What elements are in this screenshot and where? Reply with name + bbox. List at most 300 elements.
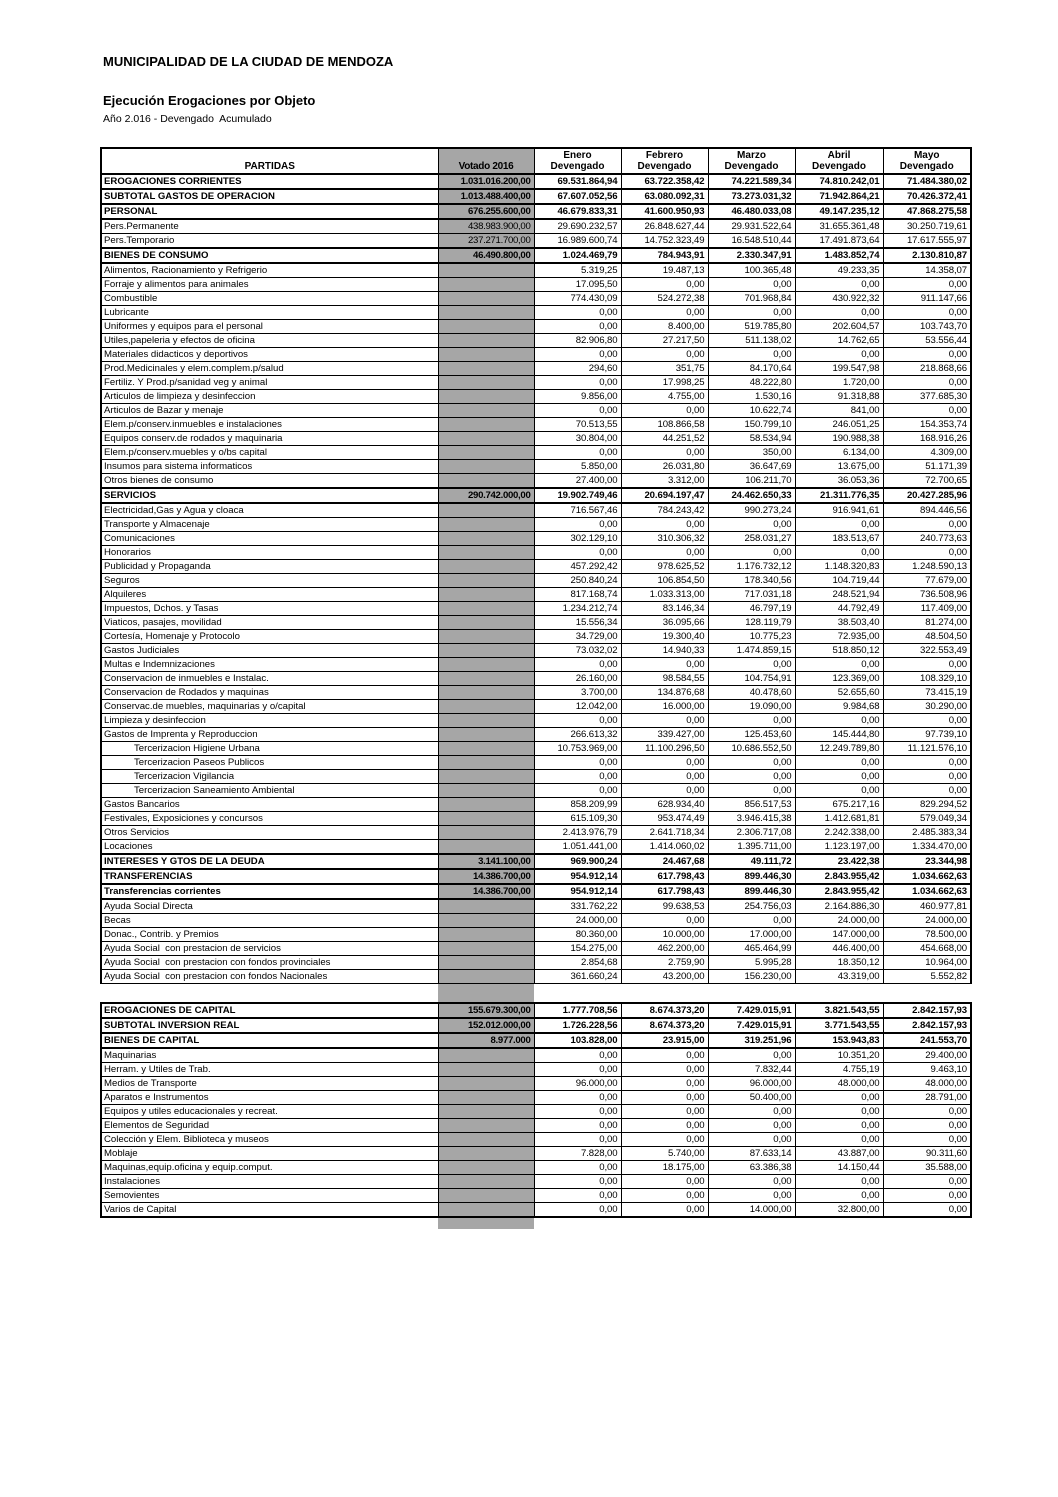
month-value: 2.130.810,87 <box>883 248 971 263</box>
month-value: 5.552,82 <box>883 970 971 984</box>
month-value: 0,00 <box>708 1188 795 1202</box>
month-value: 97.739,10 <box>883 728 971 742</box>
table-row <box>101 714 971 728</box>
month-value: 717.031,18 <box>708 588 795 602</box>
month-value: 10.775,23 <box>708 630 795 644</box>
spacer-cell <box>101 1217 438 1229</box>
month-value: 0,00 <box>795 784 883 798</box>
votado-value <box>438 1146 534 1160</box>
partida-label: Elem.p/conserv.inmuebles e instalaciones <box>101 418 438 432</box>
votado-value <box>438 404 534 418</box>
month-value: 84.170,64 <box>708 362 795 376</box>
month-value: 716.567,46 <box>534 503 621 518</box>
votado-value: 290.742.000,00 <box>438 488 534 503</box>
month-value: 1.777.708,56 <box>534 1003 621 1018</box>
month-value: 0,00 <box>534 1202 621 1217</box>
month-value: 108.866,58 <box>621 418 708 432</box>
table-row <box>101 784 971 798</box>
votado-value: 14.386.700,00 <box>438 884 534 899</box>
month-value: 0,00 <box>534 658 621 672</box>
column-header-mayo-devengado: Mayo Devengado <box>883 148 971 174</box>
table-row <box>101 234 971 249</box>
month-value: 899.446,30 <box>708 869 795 884</box>
partida-label: Viaticos, pasajes, movilidad <box>101 616 438 630</box>
month-value: 511.138,02 <box>708 334 795 348</box>
month-value: 7.429.015,91 <box>708 1018 795 1033</box>
month-value: 19.090,00 <box>708 700 795 714</box>
month-value: 78.500,00 <box>883 928 971 942</box>
month-value: 377.685,30 <box>883 390 971 404</box>
month-value: 16.548.510,44 <box>708 234 795 249</box>
partida-label: Prod.Medicinales y elem.complem.p/salud <box>101 362 438 376</box>
month-value: 1.234.212,74 <box>534 602 621 616</box>
month-value: 23.915,00 <box>621 1033 708 1048</box>
partida-label: Honorarios <box>101 546 438 560</box>
month-value: 202.604,57 <box>795 320 883 334</box>
table-row <box>101 1090 971 1104</box>
month-value: 1.530,16 <box>708 390 795 404</box>
month-value: 361.660,24 <box>534 970 621 984</box>
month-value: 98.584,55 <box>621 672 708 686</box>
month-value: 17.000,00 <box>708 928 795 942</box>
month-value: 0,00 <box>795 1104 883 1118</box>
month-value: 784.943,91 <box>621 248 708 263</box>
votado-stub-row <box>101 1217 971 1229</box>
votado-value <box>438 798 534 812</box>
month-value: 240.773,63 <box>883 532 971 546</box>
partida-label: Publicidad y Propaganda <box>101 560 438 574</box>
month-value: 29.400,00 <box>883 1048 971 1063</box>
votado-value <box>438 432 534 446</box>
votado-value <box>438 1132 534 1146</box>
month-value: 70.513,55 <box>534 418 621 432</box>
month-value: 1.176.732,12 <box>708 560 795 574</box>
table-header <box>101 148 971 174</box>
table-row <box>101 532 971 546</box>
month-value: 27.400,00 <box>534 474 621 489</box>
month-value: 0,00 <box>534 756 621 770</box>
month-value: 858.209,99 <box>534 798 621 812</box>
partida-label: Tercerizacion Vigilancia <box>101 770 438 784</box>
partida-label: Ayuda Social con prestacion de servicios <box>101 942 438 956</box>
table-row <box>101 826 971 840</box>
partida-label: Conservac.de muebles, maquinarias y o/capital <box>101 700 438 714</box>
table-row <box>101 812 971 826</box>
table-row <box>101 756 971 770</box>
month-value: 0,00 <box>621 770 708 784</box>
column-header-abril-devengado: Abril Devengado <box>795 148 883 174</box>
month-value: 954.912,14 <box>534 884 621 899</box>
table-row <box>101 219 971 234</box>
partida-label: BIENES DE CAPITAL <box>101 1033 438 1048</box>
month-value: 1.034.662,63 <box>883 884 971 899</box>
month-value: 23.344,98 <box>883 854 971 869</box>
spacer-cell <box>621 1217 708 1229</box>
month-value: 0,00 <box>534 518 621 532</box>
month-value: 894.446,56 <box>883 503 971 518</box>
month-value: 2.854,68 <box>534 956 621 970</box>
month-value: 6.134,00 <box>795 446 883 460</box>
partida-label: Electricidad,Gas y Agua y cloaca <box>101 503 438 518</box>
partida-label: Herram. y Utiles de Trab. <box>101 1062 438 1076</box>
partida-label: Elem.p/conserv.muebles y o/bs capital <box>101 446 438 460</box>
month-value: 10.622,74 <box>708 404 795 418</box>
partida-label: Varios de Capital <box>101 1202 438 1217</box>
table-row <box>101 460 971 474</box>
month-value: 829.294,52 <box>883 798 971 812</box>
month-value: 28.791,00 <box>883 1090 971 1104</box>
partida-label: Forraje y alimentos para animales <box>101 278 438 292</box>
month-value: 0,00 <box>708 278 795 292</box>
votado-value <box>438 700 534 714</box>
month-value: 35.588,00 <box>883 1160 971 1174</box>
month-value: 104.754,91 <box>708 672 795 686</box>
month-value: 0,00 <box>621 1048 708 1063</box>
votado-value <box>438 518 534 532</box>
votado-value <box>438 348 534 362</box>
month-value: 0,00 <box>534 404 621 418</box>
month-value: 0,00 <box>534 306 621 320</box>
partida-label: BIENES DE CONSUMO <box>101 248 438 263</box>
month-value: 0,00 <box>621 1104 708 1118</box>
table-row <box>101 320 971 334</box>
month-value: 32.800,00 <box>795 1202 883 1217</box>
table-row <box>101 1033 971 1048</box>
month-value: 26.031,80 <box>621 460 708 474</box>
table-row <box>101 418 971 432</box>
votado-value <box>438 928 534 942</box>
votado-value <box>438 390 534 404</box>
votado-value <box>438 306 534 320</box>
month-value: 1.483.852,74 <box>795 248 883 263</box>
table-row <box>101 840 971 855</box>
month-value: 87.633,14 <box>708 1146 795 1160</box>
month-value: 52.655,60 <box>795 686 883 700</box>
partida-label: EROGACIONES CORRIENTES <box>101 174 438 189</box>
partida-label: Conservacion de inmuebles e Instalac. <box>101 672 438 686</box>
month-value: 53.556,44 <box>883 334 971 348</box>
month-value: 63.386,38 <box>708 1160 795 1174</box>
month-value: 0,00 <box>534 1104 621 1118</box>
month-value: 1.033.313,00 <box>621 588 708 602</box>
table-row <box>101 942 971 956</box>
month-value: 71.484.380,02 <box>883 174 971 189</box>
month-value: 266.613,32 <box>534 728 621 742</box>
month-value: 103.828,00 <box>534 1033 621 1048</box>
votado-value <box>438 899 534 914</box>
table-row <box>101 1160 971 1174</box>
month-value: 14.150,44 <box>795 1160 883 1174</box>
month-value: 153.943,83 <box>795 1033 883 1048</box>
month-value: 106.854,50 <box>621 574 708 588</box>
month-value: 19.300,40 <box>621 630 708 644</box>
month-value: 24.000,00 <box>795 914 883 928</box>
month-value: 48.000,00 <box>883 1076 971 1090</box>
month-value: 74.221.589,34 <box>708 174 795 189</box>
partida-label: Semovientes <box>101 1188 438 1202</box>
month-value: 63.722.358,42 <box>621 174 708 189</box>
month-value: 0,00 <box>795 306 883 320</box>
month-value: 70.426.372,41 <box>883 189 971 204</box>
month-value: 30.250.719,61 <box>883 219 971 234</box>
month-value: 103.743,70 <box>883 320 971 334</box>
partida-label: Maquinas,equip.oficina y equip.comput. <box>101 1160 438 1174</box>
partida-label: Ayuda Social con prestacion con fondos provinciales <box>101 956 438 970</box>
column-header-partidas: PARTIDAS <box>101 148 438 174</box>
votado-value <box>438 532 534 546</box>
month-value: 77.679,00 <box>883 574 971 588</box>
month-value: 351,75 <box>621 362 708 376</box>
month-value: 0,00 <box>795 278 883 292</box>
month-value: 150.799,10 <box>708 418 795 432</box>
votado-value <box>438 826 534 840</box>
votado-value <box>438 560 534 574</box>
partida-label: Otros Servicios <box>101 826 438 840</box>
votado-spacer-cell <box>438 1217 534 1229</box>
partida-label: Colección y Elem. Biblioteca y museos <box>101 1132 438 1146</box>
month-value: 0,00 <box>795 1118 883 1132</box>
month-value: 990.273,24 <box>708 503 795 518</box>
month-value: 248.521,94 <box>795 588 883 602</box>
month-value: 0,00 <box>883 658 971 672</box>
votado-value <box>438 812 534 826</box>
month-value: 5.850,00 <box>534 460 621 474</box>
partida-label: SUBTOTAL GASTOS DE OPERACION <box>101 189 438 204</box>
month-value: 2.485.383,34 <box>883 826 971 840</box>
month-value: 19.902.749,46 <box>534 488 621 503</box>
month-value: 83.146,34 <box>621 602 708 616</box>
partida-label: TRANSFERENCIAS <box>101 869 438 884</box>
votado-value <box>438 658 534 672</box>
votado-value <box>438 292 534 306</box>
votado-value <box>438 942 534 956</box>
month-value: 0,00 <box>534 1188 621 1202</box>
month-value: 36.095,66 <box>621 616 708 630</box>
month-value: 2.306.717,08 <box>708 826 795 840</box>
table-row <box>101 700 971 714</box>
month-value: 36.053,36 <box>795 474 883 489</box>
month-value: 100.365,48 <box>708 263 795 278</box>
month-value: 1.414.060,02 <box>621 840 708 855</box>
month-value: 0,00 <box>708 1048 795 1063</box>
month-value: 0,00 <box>621 1188 708 1202</box>
partida-label: Lubricante <box>101 306 438 320</box>
organization-name: MUNICIPALIDAD DE LA CIUDAD DE MENDOZA <box>103 54 394 69</box>
month-value: 4.755,19 <box>795 1062 883 1076</box>
month-value: 24.467,68 <box>621 854 708 869</box>
partida-label: Utiles,papeleria y efectos de oficina <box>101 334 438 348</box>
month-value: 40.478,60 <box>708 686 795 700</box>
month-value: 12.042,00 <box>534 700 621 714</box>
month-value: 246.051,25 <box>795 418 883 432</box>
month-value: 2.843.955,42 <box>795 869 883 884</box>
month-value: 23.422,38 <box>795 854 883 869</box>
month-value: 46.480.033,08 <box>708 204 795 219</box>
month-value: 0,00 <box>621 348 708 362</box>
month-value: 0,00 <box>708 658 795 672</box>
month-value: 0,00 <box>621 784 708 798</box>
month-value: 99.638,53 <box>621 899 708 914</box>
table-row <box>101 1132 971 1146</box>
month-value: 617.798,43 <box>621 884 708 899</box>
partida-label: Materiales didacticos y deportivos <box>101 348 438 362</box>
month-value: 3.700,00 <box>534 686 621 700</box>
month-value: 43.319,00 <box>795 970 883 984</box>
month-value: 0,00 <box>883 1174 971 1188</box>
partida-label: Elementos de Seguridad <box>101 1118 438 1132</box>
month-value: 0,00 <box>534 1174 621 1188</box>
month-value: 24.000,00 <box>534 914 621 928</box>
spacer-cell <box>795 1217 883 1229</box>
votado-spacer-cell <box>438 984 534 1003</box>
month-value: 0,00 <box>534 1090 621 1104</box>
partida-label: Articulos de limpieza y desinfeccion <box>101 390 438 404</box>
month-value: 310.306,32 <box>621 532 708 546</box>
month-value: 72.700,65 <box>883 474 971 489</box>
spacer-cell <box>534 1217 621 1229</box>
month-value: 302.129,10 <box>534 532 621 546</box>
month-value: 17.095,50 <box>534 278 621 292</box>
month-value: 82.906,80 <box>534 334 621 348</box>
votado-value <box>438 672 534 686</box>
month-value: 7.828,00 <box>534 1146 621 1160</box>
partida-label: Donac., Contrib. y Premios <box>101 928 438 942</box>
month-value: 294,60 <box>534 362 621 376</box>
month-value: 3.312,00 <box>621 474 708 489</box>
month-value: 43.200,00 <box>621 970 708 984</box>
table-row <box>101 446 971 460</box>
month-value: 465.464,99 <box>708 942 795 956</box>
month-value: 7.832,44 <box>708 1062 795 1076</box>
table-row <box>101 630 971 644</box>
spacer-cell <box>708 1217 795 1229</box>
month-value: 258.031,27 <box>708 532 795 546</box>
votado-value <box>438 970 534 984</box>
month-value: 50.400,00 <box>708 1090 795 1104</box>
month-value: 46.679.833,31 <box>534 204 621 219</box>
table-row <box>101 1076 971 1090</box>
month-value: 17.998,25 <box>621 376 708 390</box>
month-value: 2.164.886,30 <box>795 899 883 914</box>
month-value: 0,00 <box>621 1132 708 1146</box>
month-value: 125.453,60 <box>708 728 795 742</box>
column-header-enero-devengado: Enero Devengado <box>534 148 621 174</box>
month-value: 2.242.338,00 <box>795 826 883 840</box>
month-value: 0,00 <box>534 1132 621 1146</box>
month-value: 0,00 <box>708 784 795 798</box>
table-row <box>101 854 971 869</box>
month-value: 24.462.650,33 <box>708 488 795 503</box>
table-row <box>101 1188 971 1202</box>
month-value: 0,00 <box>708 1104 795 1118</box>
month-value: 0,00 <box>795 1090 883 1104</box>
month-value: 43.887,00 <box>795 1146 883 1160</box>
month-value: 96.000,00 <box>534 1076 621 1090</box>
month-value: 1.412.681,81 <box>795 812 883 826</box>
month-value: 4.309,00 <box>883 446 971 460</box>
month-value: 0,00 <box>621 914 708 928</box>
month-value: 0,00 <box>883 546 971 560</box>
votado-value <box>438 1076 534 1090</box>
votado-value <box>438 362 534 376</box>
table-row <box>101 770 971 784</box>
month-value: 14.358,07 <box>883 263 971 278</box>
votado-value <box>438 1048 534 1063</box>
month-value: 916.941,61 <box>795 503 883 518</box>
month-value: 430.922,32 <box>795 292 883 306</box>
partida-label: Cortesía, Homenaje y Protocolo <box>101 630 438 644</box>
month-value: 0,00 <box>883 376 971 390</box>
votado-value <box>438 1160 534 1174</box>
votado-value <box>438 503 534 518</box>
month-value: 73.273.031,32 <box>708 189 795 204</box>
report-subtitle: Año 2.016 - Devengado Acumulado <box>103 113 272 125</box>
votado-value: 3.141.100,00 <box>438 854 534 869</box>
month-value: 0,00 <box>883 756 971 770</box>
partida-label: Articulos de Bazar y menaje <box>101 404 438 418</box>
votado-value <box>438 742 534 756</box>
votado-value <box>438 588 534 602</box>
month-value: 10.964,00 <box>883 956 971 970</box>
month-value: 10.753.969,00 <box>534 742 621 756</box>
partida-label: Seguros <box>101 574 438 588</box>
month-value: 0,00 <box>795 348 883 362</box>
month-value: 0,00 <box>883 770 971 784</box>
votado-value <box>438 1104 534 1118</box>
month-value: 0,00 <box>534 1118 621 1132</box>
month-value: 899.446,30 <box>708 884 795 899</box>
month-value: 817.168,74 <box>534 588 621 602</box>
month-value: 106.211,70 <box>708 474 795 489</box>
table-row <box>101 672 971 686</box>
month-value: 0,00 <box>708 714 795 728</box>
table-row <box>101 1202 971 1217</box>
partida-label: Equipos conserv.de rodados y maquinaria <box>101 432 438 446</box>
month-value: 0,00 <box>621 1076 708 1090</box>
month-value: 0,00 <box>621 1118 708 1132</box>
table-row <box>101 956 971 970</box>
month-value: 91.318,88 <box>795 390 883 404</box>
month-value: 128.119,79 <box>708 616 795 630</box>
table-row <box>101 518 971 532</box>
month-value: 12.249.789,80 <box>795 742 883 756</box>
month-value: 0,00 <box>795 756 883 770</box>
month-value: 0,00 <box>795 546 883 560</box>
partida-label: Equipos y utiles educacionales y recreat. <box>101 1104 438 1118</box>
month-value: 3.821.543,55 <box>795 1003 883 1018</box>
table-row <box>101 404 971 418</box>
month-value: 322.553,49 <box>883 644 971 658</box>
votado-value <box>438 1062 534 1076</box>
votado-value <box>438 770 534 784</box>
partida-label: Otros bienes de consumo <box>101 474 438 489</box>
table-row <box>101 644 971 658</box>
votado-value <box>438 616 534 630</box>
table-row <box>101 278 971 292</box>
table-row <box>101 884 971 899</box>
month-value: 34.729,00 <box>534 630 621 644</box>
month-value: 31.655.361,48 <box>795 219 883 234</box>
spacer-cell <box>621 984 708 1003</box>
table-row <box>101 1118 971 1132</box>
month-value: 0,00 <box>795 1174 883 1188</box>
table-row <box>101 348 971 362</box>
month-value: 457.292,42 <box>534 560 621 574</box>
month-value: 4.755,00 <box>621 390 708 404</box>
votado-value: 438.983.900,00 <box>438 219 534 234</box>
partida-label: Uniformes y equipos para el personal <box>101 320 438 334</box>
votado-value <box>438 376 534 390</box>
